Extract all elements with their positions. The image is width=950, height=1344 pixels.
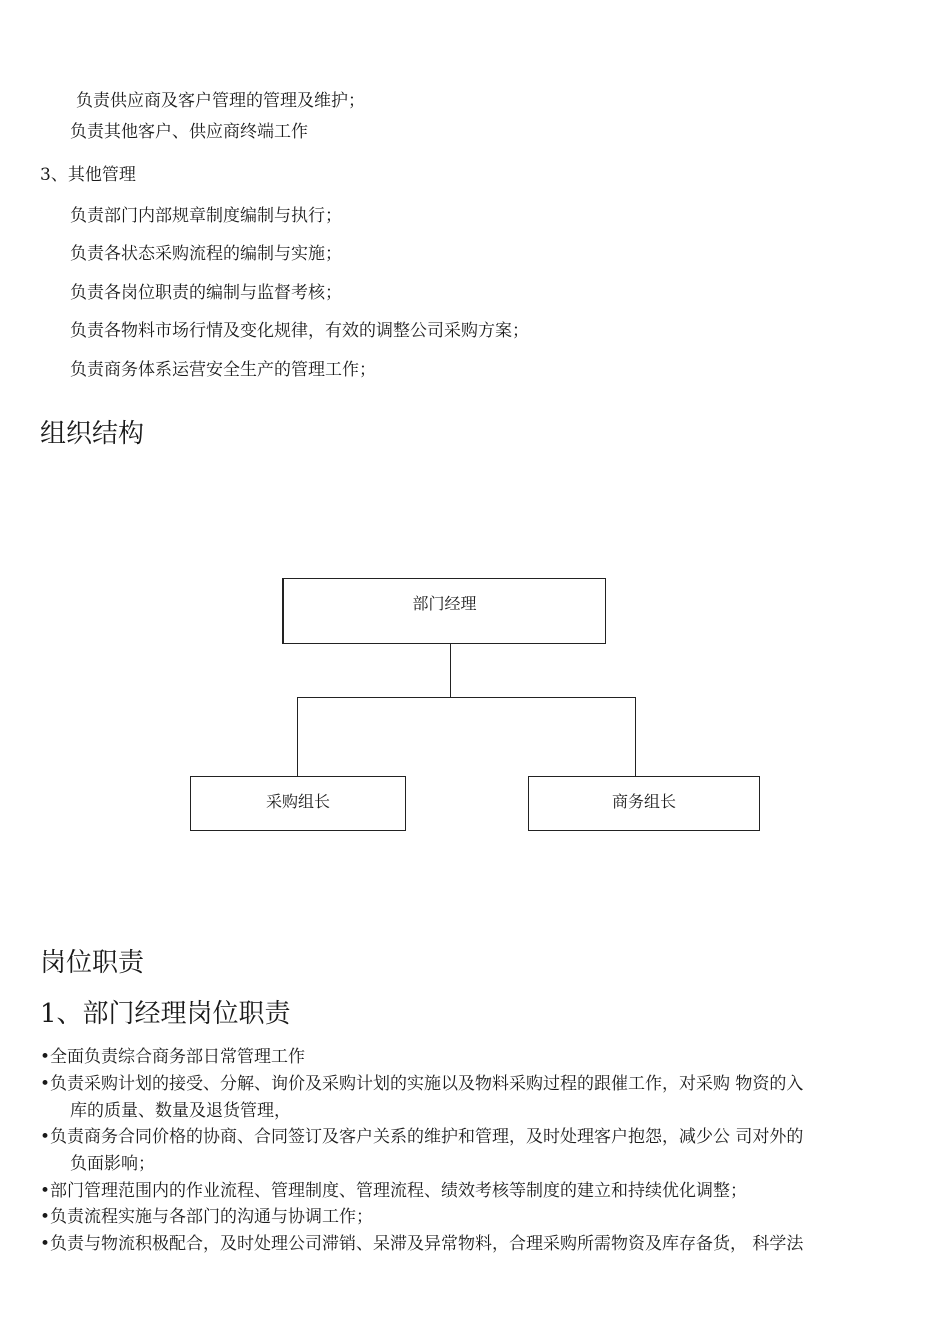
duties-subheading: 1、部门经理岗位职责 (40, 999, 291, 1029)
org-heading: 组织结构 (40, 419, 145, 449)
section-heading: 3、其他管理 (40, 165, 136, 185)
list-item-continuation: 库的质量、数量及退货管理， (70, 1101, 291, 1121)
org-node-business (528, 776, 760, 831)
list-item: •负责商务合同价格的协商、合同签订及客户关系的维护和管理，及时处理客户抱怨，减少公 司对外的 (40, 1127, 804, 1147)
org-node-label: 部门经理 (412, 594, 477, 613)
list-item: •负责采购计划的接受、分解、询价及采购计划的实施以及物料采购过程的跟催工作，对采购 物资的入 (40, 1074, 804, 1094)
org-node-purchasing (190, 776, 406, 831)
list-item: •负责流程实施与各部门的沟通与协调工作； (40, 1207, 374, 1227)
connector-line (297, 697, 636, 698)
org-node-manager (282, 578, 606, 644)
connector-line (635, 697, 636, 777)
list-item: 负责各岗位职责的编制与监督考核； (70, 283, 342, 303)
list-item: •全面负责综合商务部日常管理工作 (40, 1047, 306, 1067)
connector-line (450, 644, 451, 697)
list-item: 负责各物料市场行情及变化规律，有效的调整公司采购方案； (70, 321, 529, 341)
connector-line (297, 697, 298, 777)
duties-heading: 岗位职责 (40, 948, 145, 978)
org-node-label: 商务组长 (611, 792, 676, 811)
list-item: •部门管理范围内的作业流程、管理制度、管理流程、绩效考核等制度的建立和持续优化调整； (40, 1181, 748, 1201)
list-item: 负责商务体系运营安全生产的管理工作； (70, 360, 376, 380)
text-line: 负责其他客户、供应商终端工作 (70, 122, 308, 142)
org-node-label: 采购组长 (265, 792, 330, 811)
list-item: •负责与物流积极配合，及时处理公司滞销、呆滞及异常物料，合理采购所需物资及库存备货， 科学法 (40, 1234, 804, 1254)
text-line: 负责供应商及客户管理的管理及维护； (76, 91, 365, 111)
list-item: 负责部门内部规章制度编制与执行； (70, 206, 342, 226)
list-item-continuation: 负面影响； (70, 1154, 155, 1174)
list-item: 负责各状态采购流程的编制与实施； (70, 244, 342, 264)
